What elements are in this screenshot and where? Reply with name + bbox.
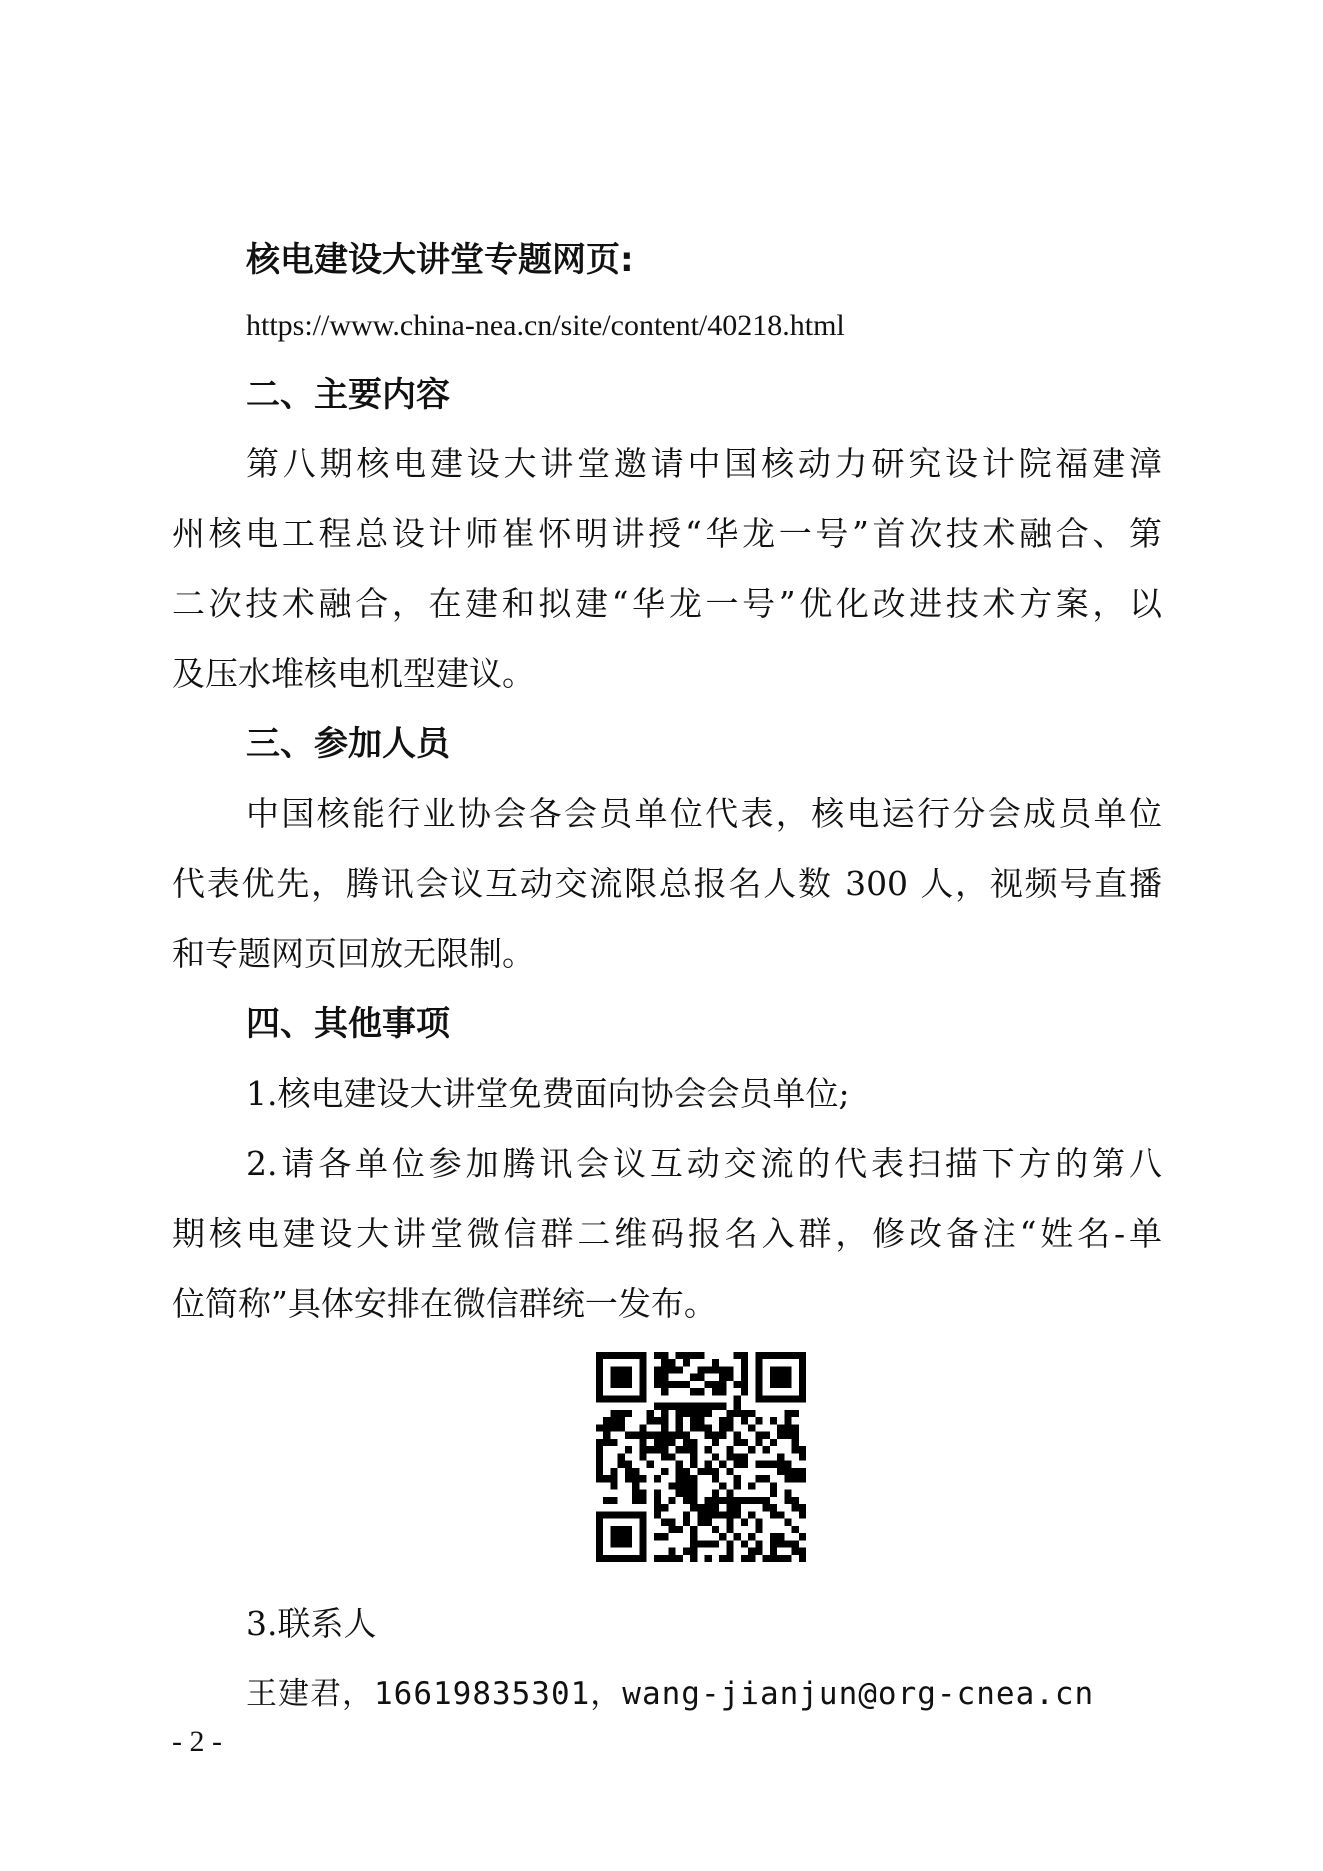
section-2-line-2: 州核电工程总设计师崔怀明讲授“华龙一号”首次技术融合、第 <box>172 514 1162 553</box>
section-2-line-4: 及压水堆核电机型建议。 <box>172 654 535 693</box>
section-4-item-3: 3.联系人 <box>246 1604 377 1643</box>
qr-code-icon <box>596 1352 806 1562</box>
page-number: - 2 - <box>172 1725 222 1758</box>
section-2-title: 二、主要内容 <box>246 375 450 415</box>
section-2-line-3: 二次技术融合，在建和拟建“华龙一号”优化改进技术方案，以 <box>172 584 1162 623</box>
section-4-item-2-line-3: 位简称”具体安排在微信群统一发布。 <box>172 1284 717 1323</box>
section-4-item-2-line-2: 期核电建设大讲堂微信群二维码报名入群，修改备注“姓名-单 <box>172 1214 1162 1253</box>
section-4-item-2-line-1: 2.请各单位参加腾讯会议互动交流的代表扫描下方的第八 <box>246 1144 1162 1183</box>
section-3-line-1: 中国核能行业协会各会员单位代表，核电运行分会成员单位 <box>246 794 1162 833</box>
contact-line: 王建君，16619835301，wang-jianjun@org-cnea.cn <box>246 1676 1095 1712</box>
topic-url-link[interactable]: https://www.china-nea.cn/site/content/40218.html <box>246 309 845 342</box>
section-3-line-3: 和专题网页回放无限制。 <box>172 934 535 973</box>
section-3-title: 三、参加人员 <box>246 724 450 764</box>
section-2-line-1: 第八期核电建设大讲堂邀请中国核动力研究设计院福建漳 <box>246 444 1162 483</box>
section-4-title: 四、其他事项 <box>246 1004 450 1044</box>
url-heading: 核电建设大讲堂专题网页: <box>246 240 634 280</box>
section-3-line-2: 代表优先，腾讯会议互动交流限总报名人数 300 人，视频号直播 <box>172 864 1162 903</box>
section-4-item-1: 1.核电建设大讲堂免费面向协会会员单位; <box>246 1074 850 1113</box>
